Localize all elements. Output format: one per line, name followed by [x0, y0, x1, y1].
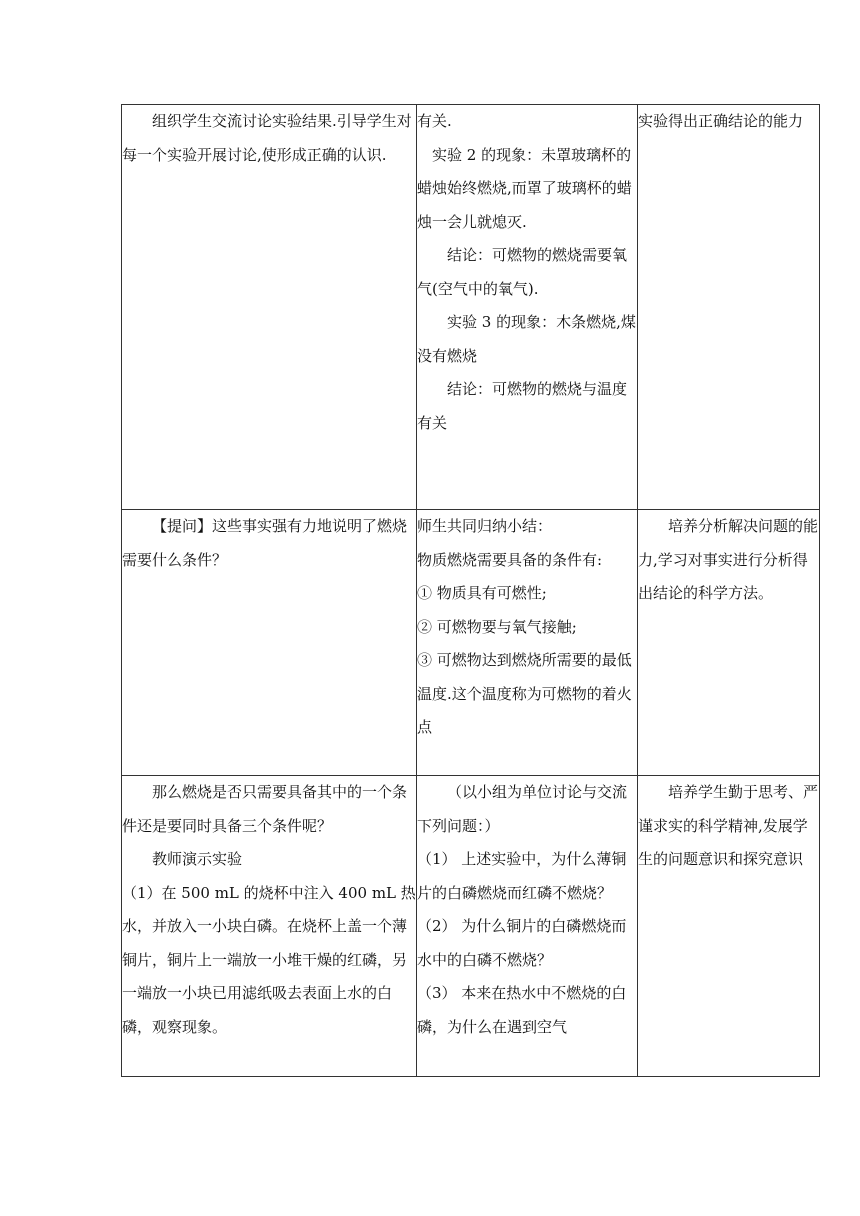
- paragraph: 组织学生交流讨论实验结果.引导学生对每一个实验开展讨论,使形成正确的认识.: [122, 112, 412, 164]
- paragraph: 【提问】这些事实强有力地说明了燃烧需要什么条件？: [122, 517, 408, 569]
- paragraph: （1）在 500 mL 的烧杯中注入 400 mL 热水，并放入一小块白磷。在烧杯上盖一个薄铜片，铜片上一端放一小堆干燥的红磷，另一端放一小块已用滤纸吸去表面上水的白磷，观察现象。: [122, 883, 416, 1036]
- paragraph: （1） 上述实验中，为什么薄铜片的白磷燃烧而红磷不燃烧？: [417, 850, 627, 902]
- paragraph: 结论：可燃物的燃烧需要氧气(空气中的氧气).: [417, 246, 628, 298]
- paragraph: （2） 为什么铜片的白磷燃烧而水中的白磷不燃烧？: [417, 917, 627, 969]
- lesson-plan-table: [121, 104, 820, 1077]
- teacher-activity-cell: [122, 776, 417, 1077]
- student-activity-cell: [417, 776, 638, 1077]
- teacher-activity-cell: [122, 510, 417, 776]
- student-activity-cell: [417, 105, 638, 510]
- paragraph: 师生共同归纳小结：: [417, 517, 553, 535]
- paragraph: （3） 本来在热水中不燃烧的白磷，为什么在遇到空气: [417, 984, 627, 1036]
- paragraph: 实验得出正确结论的能力: [638, 112, 804, 130]
- paragraph: 实验 2 的现象：未罩玻璃杯的蜡烛始终燃烧,而罩了玻璃杯的蜡烛一会儿就熄灭.: [417, 145, 632, 231]
- paragraph: ① 物质具有可燃性;: [417, 584, 547, 602]
- paragraph: 物质燃烧需要具备的条件有:: [417, 550, 603, 569]
- teacher-activity-cell: [122, 105, 417, 510]
- paragraph: 培养学生勤于思考、严谨求实的科学精神,发展学生的问题意识和探究意识: [638, 783, 819, 868]
- paragraph: 有关.: [417, 112, 452, 130]
- paragraph: 实验 3 的现象：木条燃烧,煤没有燃烧: [417, 313, 636, 365]
- paragraph: 那么燃烧是否只需要具备其中的一个条件还是要同时具备三个条件呢？: [122, 783, 408, 835]
- paragraph: 培养分析解决问题的能力,学习对事实进行分析得出结论的科学方法。: [638, 517, 819, 602]
- paragraph: 教师演示实验: [152, 850, 243, 868]
- paragraph: ② 可燃物要与氧气接触;: [417, 617, 577, 636]
- table-row: [122, 510, 820, 776]
- paragraph: ③ 可燃物达到燃烧所需要的最低温度.这个温度称为可燃物的着火点: [417, 651, 632, 736]
- table-row: [122, 776, 820, 1077]
- design-intent-cell: [638, 776, 820, 1077]
- paragraph: （以小组为单位讨论与交流下列问题：）: [417, 783, 628, 835]
- student-activity-cell: [417, 510, 638, 776]
- design-intent-cell: [638, 510, 820, 776]
- table-row: [122, 105, 820, 510]
- design-intent-cell: [638, 105, 820, 510]
- paragraph: 结论：可燃物的燃烧与温度有关: [417, 380, 628, 432]
